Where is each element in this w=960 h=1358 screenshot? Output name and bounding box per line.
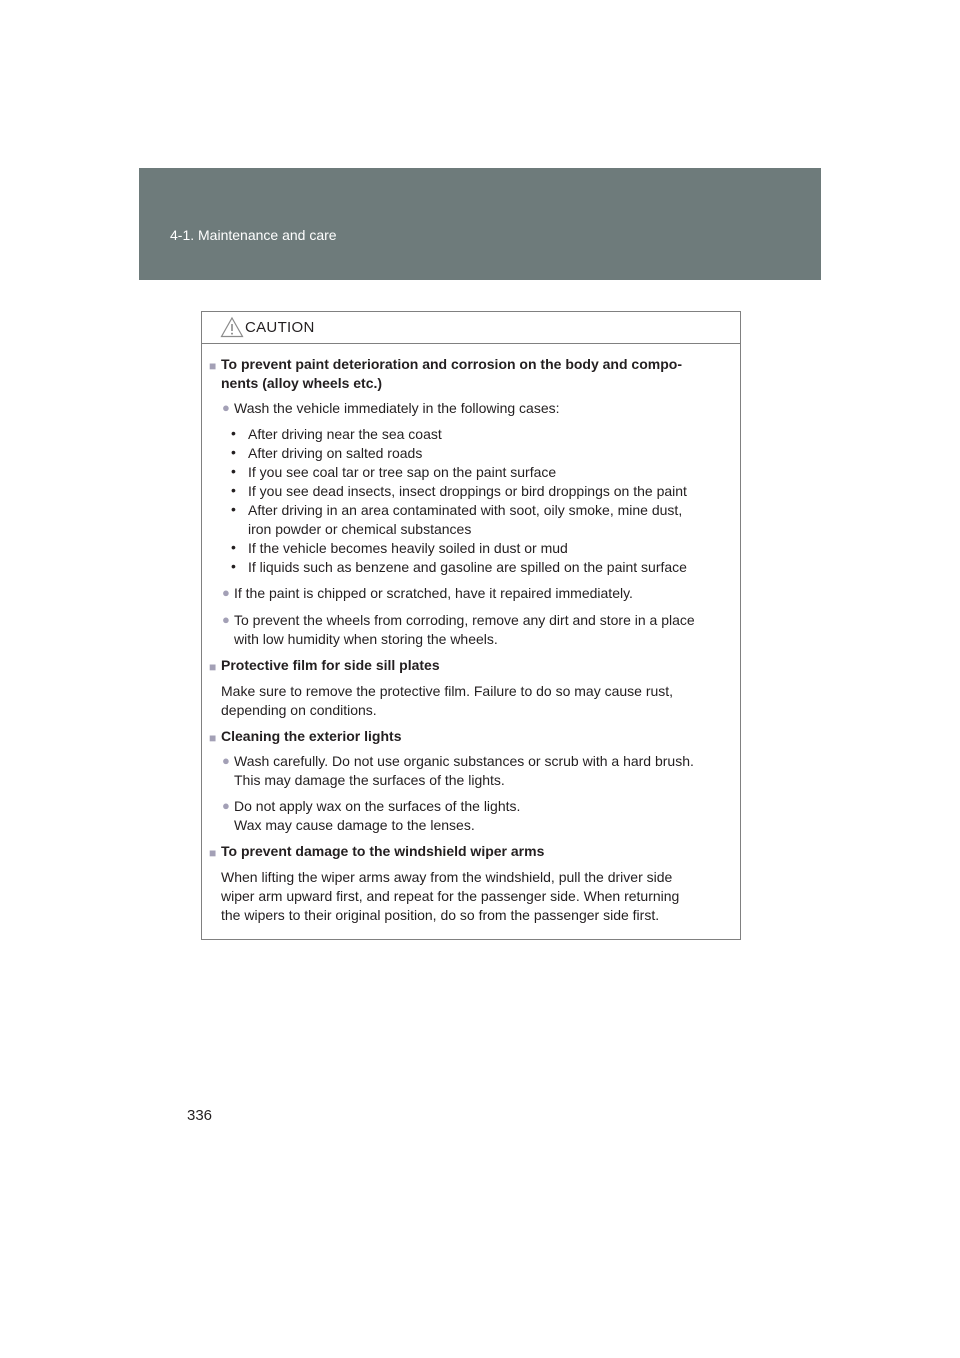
dot-bullet-icon: ● [222, 400, 230, 415]
bullet-icon: • [231, 558, 236, 574]
caution-label: CAUTION [245, 319, 315, 336]
list-item: After driving on salted roads [248, 445, 423, 461]
square-bullet-icon: ■ [209, 359, 217, 373]
list-item: If the vehicle becomes heavily soiled in dust or mud [248, 540, 568, 556]
dot-bullet-icon: ● [222, 753, 230, 768]
lights-wax-text-line1: Do not apply wax on the surfaces of the lights. [234, 798, 521, 814]
list-item: If liquids such as benzene and gasoline are spilled on the paint surface [248, 559, 687, 575]
dot-bullet-icon: ● [222, 585, 230, 600]
dot-bullet-icon: ● [222, 798, 230, 813]
square-bullet-icon: ■ [209, 731, 217, 745]
list-item: If you see dead insects, insect droppings or bird droppings on the paint [248, 483, 687, 499]
caution-header [202, 312, 740, 344]
warning-triangle-icon [220, 316, 244, 338]
protective-film-text-line1: Make sure to remove the protective film. Failure to do so may cause rust, [221, 683, 674, 699]
paint-chipped-text: If the paint is chipped or scratched, have it repaired immediately. [234, 585, 633, 601]
heading-protective-film: Protective film for side sill plates [221, 657, 440, 673]
heading-paint-protection-line1: To prevent paint deterioration and corrosion on the body and compo- [221, 356, 682, 372]
wiper-text-line1: When lifting the wiper arms away from the windshield, pull the driver side [221, 869, 673, 885]
bullet-icon: • [231, 444, 236, 460]
bullet-icon: • [231, 482, 236, 498]
wheels-text-line2: with low humidity when storing the wheels. [234, 631, 498, 647]
section-header-band [139, 168, 821, 280]
section-title: 4-1. Maintenance and care [170, 227, 337, 243]
page-number: 336 [187, 1107, 213, 1124]
wiper-text-line2: wiper arm upward first, and repeat for the passenger side. When returning [221, 888, 680, 904]
list-item: After driving in an area contaminated with soot, oily smoke, mine dust, [248, 502, 683, 518]
list-item: After driving near the sea coast [248, 426, 442, 442]
square-bullet-icon: ■ [209, 846, 217, 860]
caution-box [201, 311, 741, 940]
bullet-icon: • [231, 501, 236, 517]
lights-wash-text-line2: This may damage the surfaces of the lights. [234, 772, 505, 788]
heading-exterior-lights: Cleaning the exterior lights [221, 728, 402, 744]
heading-wiper-arms: To prevent damage to the windshield wiper arms [221, 843, 545, 859]
wiper-text-line3: the wipers to their original position, do so from the passenger side first. [221, 907, 660, 923]
heading-paint-protection-line2: nents (alloy wheels etc.) [221, 375, 383, 391]
lights-wax-text-line2: Wax may cause damage to the lenses. [234, 817, 475, 833]
list-item-continuation: iron powder or chemical substances [248, 521, 472, 537]
protective-film-text-line2: depending on conditions. [221, 702, 377, 718]
square-bullet-icon: ■ [209, 660, 217, 674]
wash-cases-text: Wash the vehicle immediately in the following cases: [234, 400, 560, 416]
list-item: If you see coal tar or tree sap on the paint surface [248, 464, 557, 480]
wheels-text-line1: To prevent the wheels from corroding, remove any dirt and store in a place [234, 612, 695, 628]
dot-bullet-icon: ● [222, 612, 230, 627]
bullet-icon: • [231, 425, 236, 441]
bullet-icon: • [231, 463, 236, 479]
lights-wash-text-line1: Wash carefully. Do not use organic substances or scrub with a hard brush. [234, 753, 694, 769]
bullet-icon: • [231, 539, 236, 555]
